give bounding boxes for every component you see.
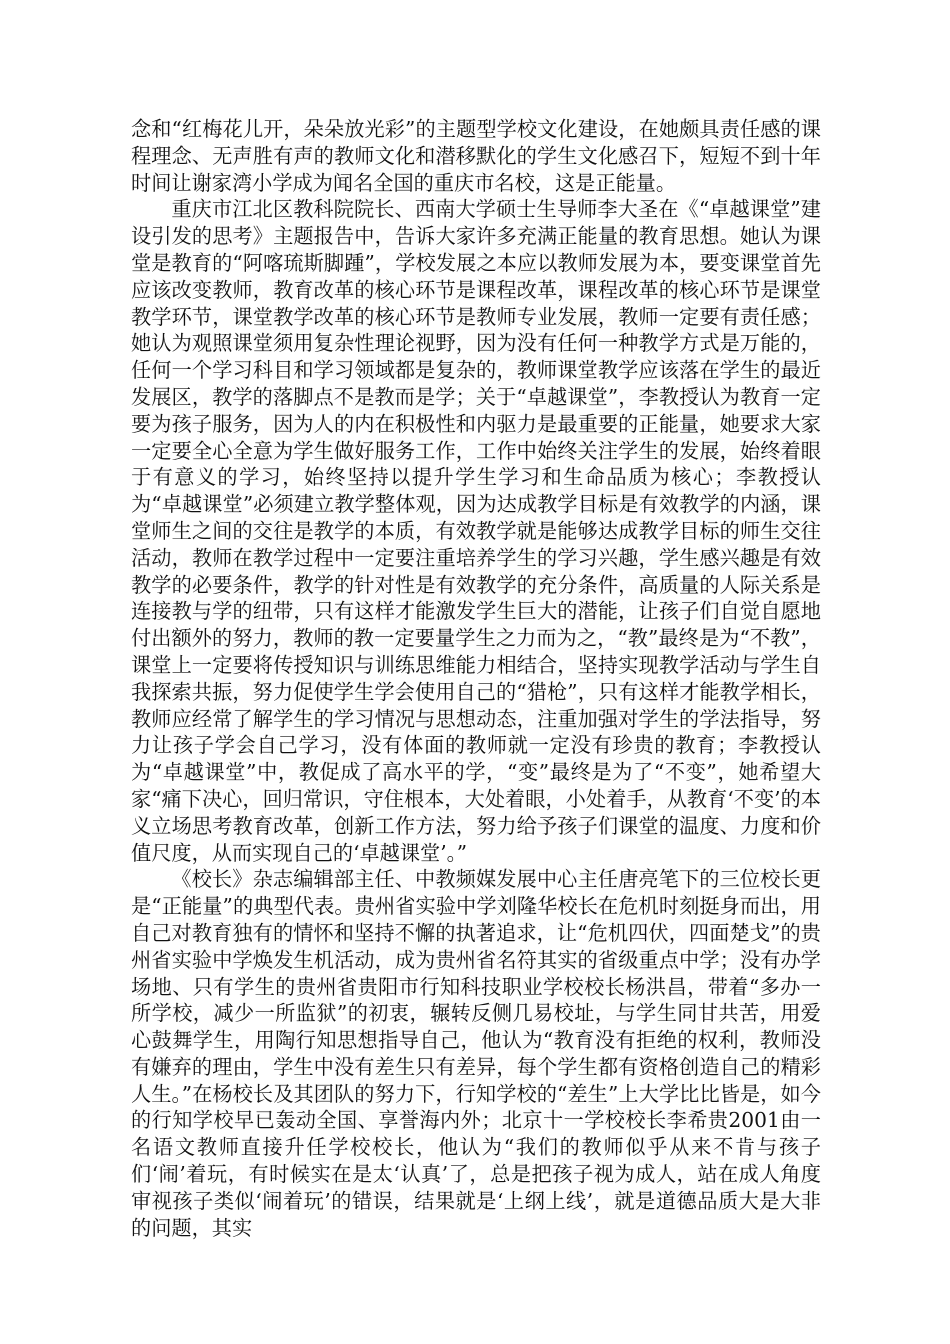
- paragraph-1: 念和“红梅花儿开，朵朵放光彩”的主题型学校文化建设，在她颇具责任感的课程理念、无声胜有声的教师文化和潜移默化的学生文化感召下，短短不到十年时间让谢家湾小学成为闻名全国的重庆市名校，这是正能量。: [131, 117, 821, 195]
- paragraph-3: 《校长》杂志编辑部主任、中教频媒发展中心主任唐亮笔下的三位校长更是“正能量”的典型代表。贵州省实验中学刘隆华校长在危机时刻挺身而出，用自己对教育独有的情怀和坚持不懈的执著追求，让“危机四伏，四面楚戈”的贵州省实验中学焕发生机活动，成为贵州省名符其实的省级重点中学；没有办学场地、只有学生的贵州省贵阳市行知科技职业学校校长杨洪昌，带着“多办一所学校，减少一所监狱”的初衷，辗转反侧几易校址，与学生同甘共苦，用爱心鼓舞学生，用陶行知思想指导自己，他认为“教育没有拒绝的权利，教师没有嫌弃的理由，学生中没有差生只有差异，每个学生都有资格创造自己的精彩人生。”在杨校长及其团队的努力下，行知学校的“差生”上大学比比皆是，如今的行知学校早已轰动全国、享誉海内外；北京十一学校校长李希贵2001由一名语文教师直接升任学校校长，他认为“我们的教师似乎从来不肯与孩子们‘闹’着玩，有时候实在是太‘认真’了，总是把孩子视为成人，站在成人角度审视孩子类似‘闹着玩’的错误，结果就是‘上纲上线’，就是道德品质大是大非的问题，其实: [131, 867, 821, 1240]
- document-body: [131, 116, 821, 1241]
- paragraph-2: 重庆市江北区教科院院长、西南大学硕士生导师李大圣在《“卓越课堂”建设引发的思考》主题报告中，告诉大家许多充满正能量的教育思想。她认为课堂是教育的“阿喀琉斯脚踵”，学校发展之本应以教师发展为本，要变课堂首先应该改变教师，教育改革的核心环节是课程改革，课程改革的核心环节是课堂教学环节，课堂教学改革的核心环节是教师专业发展，教师一定要有责任感；她认为观照课堂须用复杂性理论视野，因为没有任何一种教学方式是万能的，任何一个学习科目和学习领域都是复杂的，教师课堂教学应该落在学生的最近发展区，教学的落脚点不是教而是学；关于“卓越课堂”，李教授认为教育一定要为孩子服务，因为人的内在积极性和内驱力是最重要的正能量，她要求大家一定要全心全意为学生做好服务工作，工作中始终关注学生的发展，始终着眼于有意义的学习，始终坚持以提升学生学习和生命品质为核心；李教授认为“卓越课堂”必须建立教学整体观，因为达成教学目标是有效教学的内涵，课堂师生之间的交往是教学的本质，有效教学就是能够达成教学目标的师生交往活动，教师在教学过程中一定要注重培养学生的学习兴趣，学生感兴趣是有效教学的必要条件，教学的针对性是有效教学的充分条件，高质量的人际关系是连接教与学的纽带，只有这样才能激发学生巨大的潜能，让孩子们自觉自愿地付出额外的努力，教师的教一定要量学生之力而为之，“教”最终是为“不教”，课堂上一定要将传授知识与训练思维能力相结合，坚持实现教学活动与学生自我探索共振，努力促使学生学会使用自己的“猎枪”，只有这样才能教学相长，教师应经常了解学生的学习情况与思想动态，注重加强对学生的学法指导，努力让孩子学会自己学习，没有体面的教师就一定没有珍贵的教育；李教授认为“卓越课堂”中，教促成了高水平的学，“变”最终是为了“不变”，她希望大家“痛下决心，回归常识，守住根本，大处着眼，小处着手，从教育‘不变’的本义立场思考教育改革，创新工作方法，努力给予孩子们课堂的温度、力度和价值尺度，从而实现自己的‘卓越课堂’。”: [131, 197, 821, 865]
